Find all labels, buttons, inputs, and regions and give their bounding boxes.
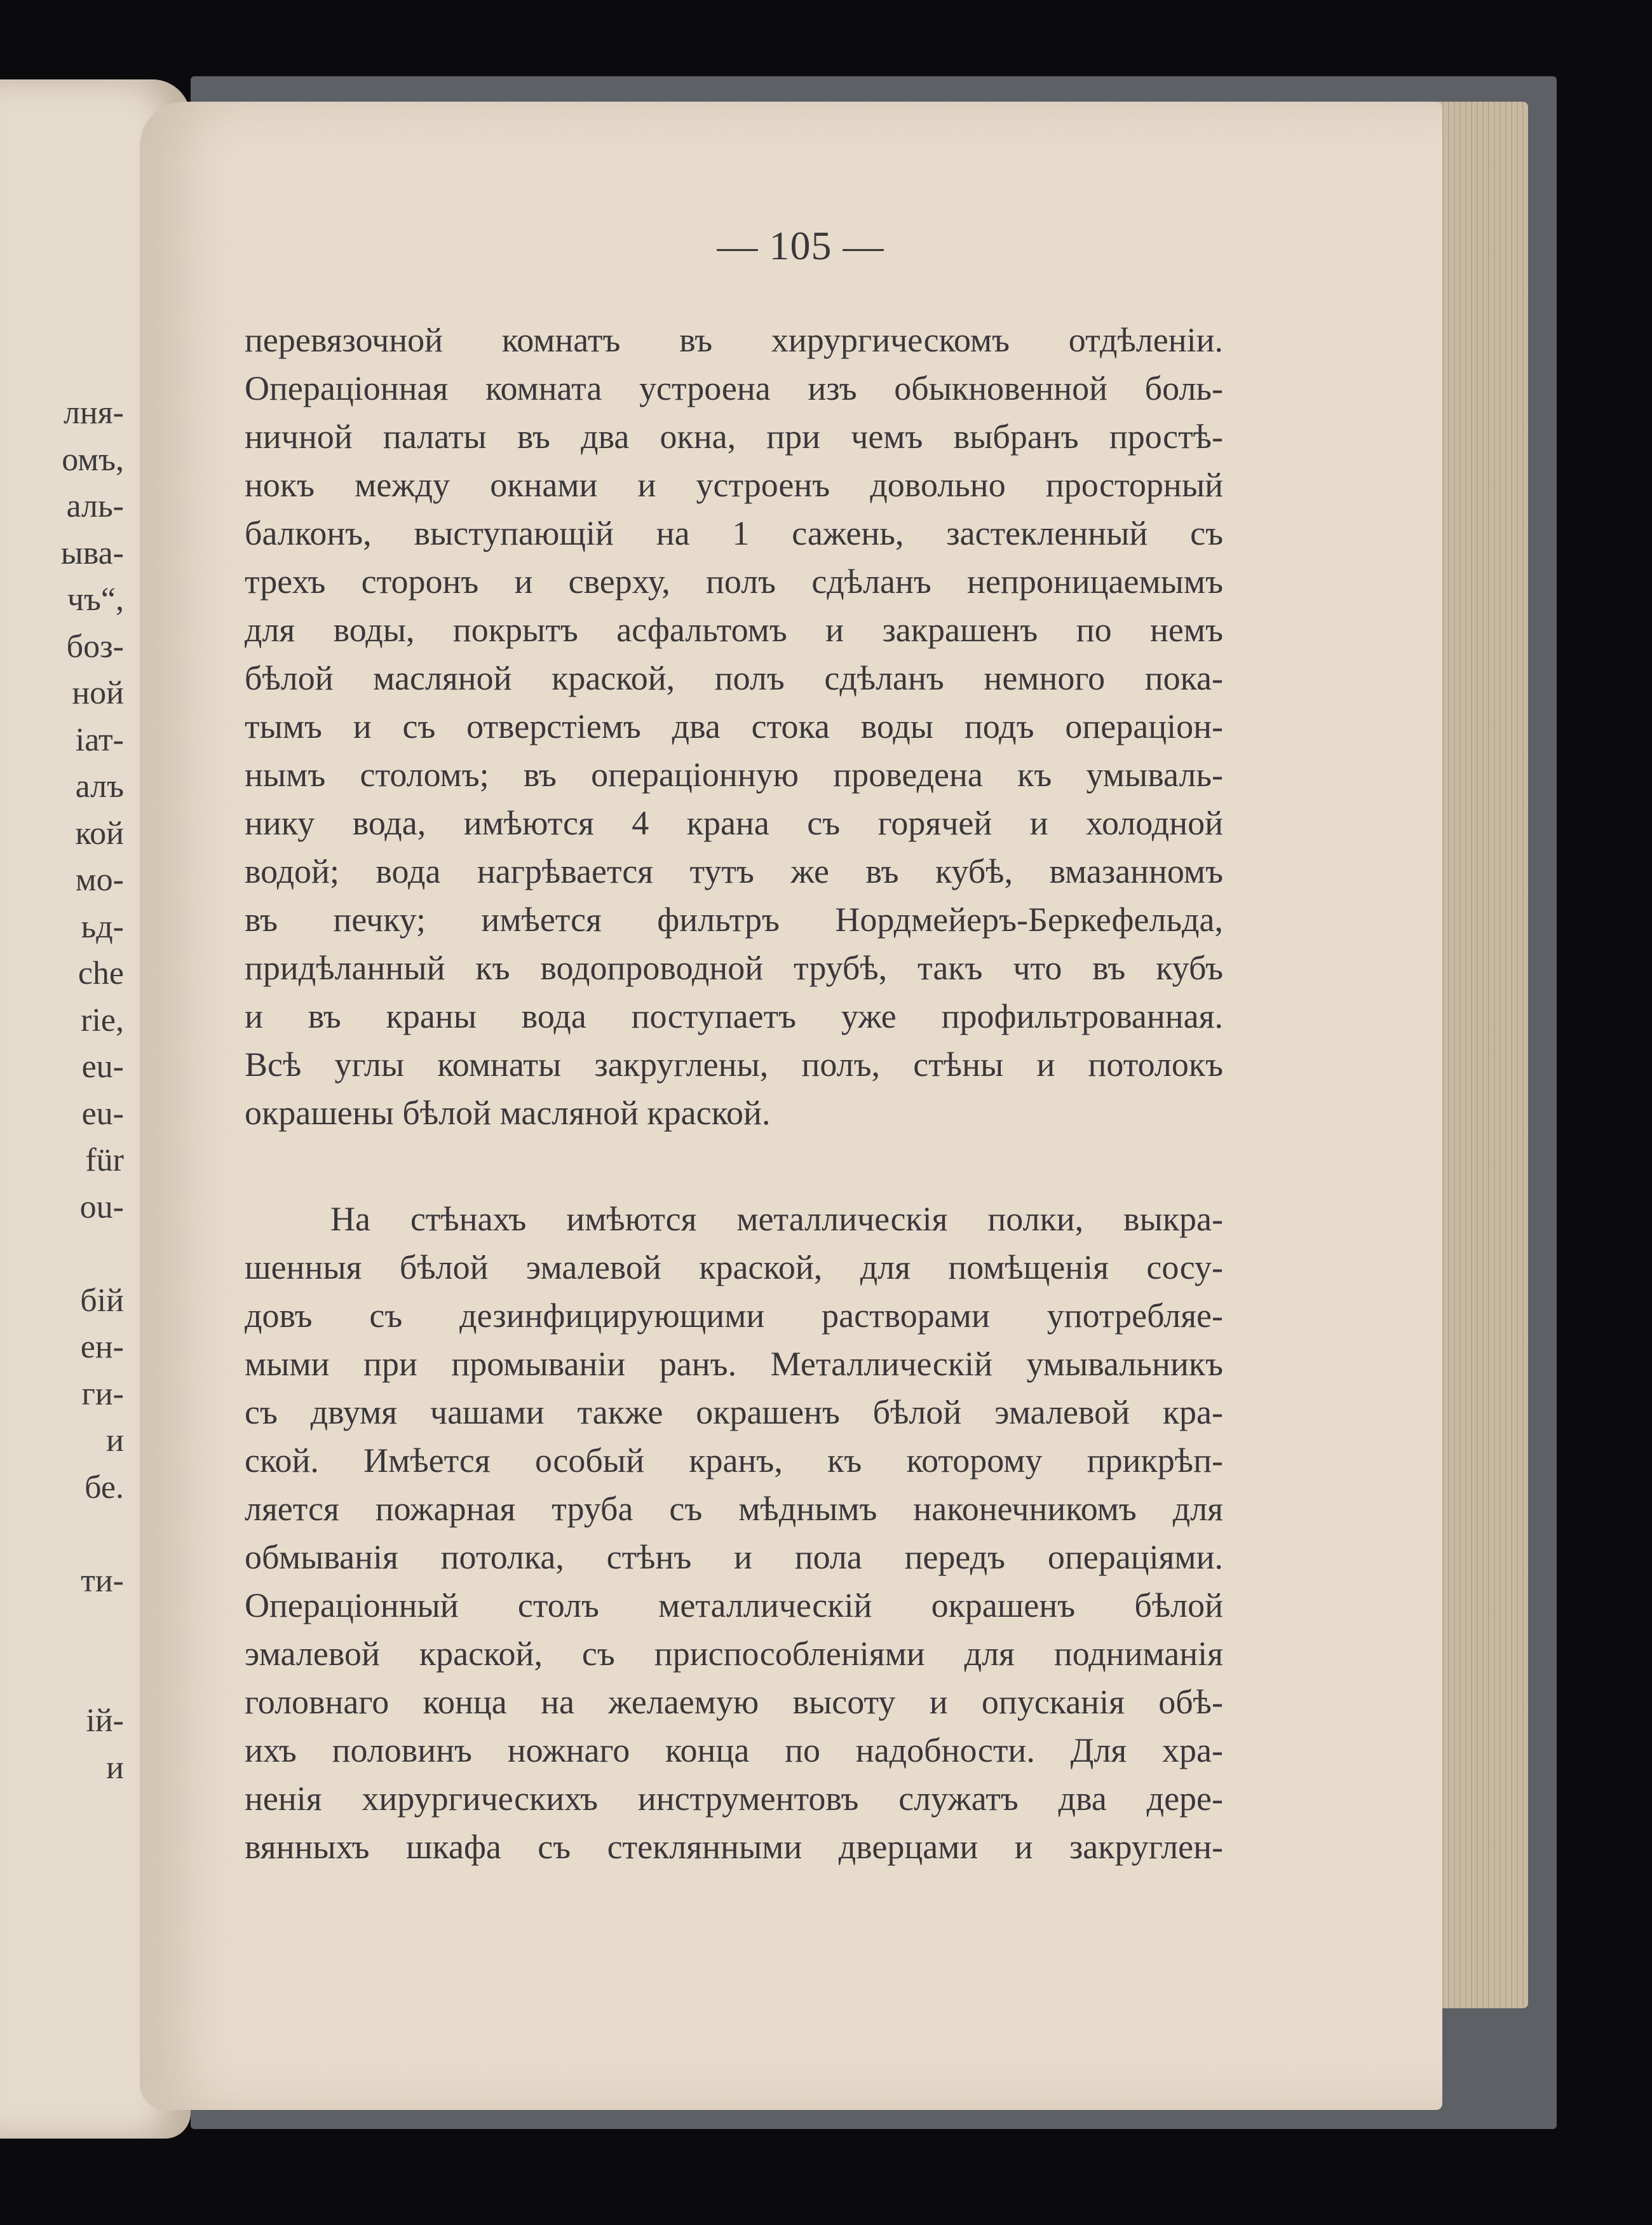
left-page-fragment: che (78, 955, 124, 991)
text-line: мыми при промываніи ранъ. Металлическій умывальникъ (245, 1345, 1223, 1383)
text-line: ской. Имѣется особый кранъ, къ которому прикрѣп- (245, 1441, 1223, 1480)
text-line: для воды, покрытъ асфальтомъ и закрашенъ по немъ (245, 611, 1223, 649)
text-line: ненія хирургическихъ инструментовъ служатъ два дере- (245, 1779, 1223, 1818)
left-page-fragment: бій (80, 1282, 124, 1319)
text-line: окрашены бѣлой масляной краской. (245, 1094, 771, 1132)
left-page-fragment: ьд- (81, 908, 124, 945)
text-line: нымъ столомъ; въ операціонную проведена къ умываль- (245, 756, 1223, 794)
left-page-fragment: ной (72, 675, 124, 711)
left-page-fragment: für (85, 1142, 124, 1178)
text-line: Операціонная комната устроена изъ обыкновенной боль- (245, 369, 1223, 407)
left-page-fragment: ыва- (60, 534, 124, 571)
text-line: обмыванія потолка, стѣнъ и пола передъ операціями. (245, 1538, 1223, 1576)
left-page-fragment: ен- (80, 1329, 124, 1365)
text-line: головнаго конца на желаемую высоту и опусканія обѣ- (245, 1683, 1223, 1721)
text-line: водой; вода нагрѣвается тутъ же въ кубѣ, вмазанномъ (245, 852, 1223, 890)
text-line: бѣлой масляной краской, полъ сдѣланъ немного пока- (245, 659, 1223, 697)
left-page-fragment: кой (75, 815, 124, 852)
text-line: съ двумя чашами также окрашенъ бѣлой эмалевой кра- (245, 1393, 1223, 1431)
text-line: придѣланный къ водопроводной трубѣ, такъ что въ кубъ (245, 949, 1223, 987)
text-line: Операціонный столъ металлическій окрашенъ бѣлой (245, 1586, 1223, 1624)
left-page-fragment: и (106, 1749, 124, 1786)
page-number: — 105 — (717, 223, 884, 268)
left-page-fragment: ги- (81, 1375, 124, 1412)
left-page-fragment: ou- (79, 1188, 124, 1225)
text-line: ляется пожарная труба съ мѣднымъ наконечникомъ для (245, 1490, 1223, 1528)
page-edges (1433, 102, 1528, 2008)
text-line: въ печку; имѣется фильтръ Нордмейеръ-Беркефельда, (245, 901, 1223, 939)
text-line: перевязочной комнатъ въ хирургическомъ отдѣленіи. (245, 321, 1223, 359)
text-line: и въ краны вода поступаетъ уже профильтрованная. (245, 997, 1223, 1035)
text-line: трехъ сторонъ и сверху, полъ сдѣланъ непроницаемымъ (245, 562, 1223, 601)
left-page-fragment: алъ (75, 768, 124, 805)
paragraph-2 (245, 1195, 1223, 1871)
text-line: тымъ и съ отверстіемъ два стока воды подъ операціон- (245, 707, 1223, 745)
text-line: шенныя бѣлой эмалевой краской, для помѣщенія сосу- (245, 1248, 1223, 1286)
text-line: вянныхъ шкафа съ стеклянными дверцами и закруглен- (245, 1828, 1223, 1866)
left-page-fragment: омъ, (62, 441, 124, 478)
text-line: нику вода, имѣются 4 крана съ горячей и холодной (245, 804, 1223, 842)
left-page-fragment: іат- (75, 721, 124, 758)
left-page-fragment: аль- (66, 488, 124, 524)
left-page-fragment: боз- (66, 628, 124, 665)
left-page-fragment: ти- (81, 1562, 124, 1599)
left-page-fragment: eu- (81, 1049, 124, 1085)
text-line: эмалевой краской, съ приспособленіями для подниманія (245, 1635, 1223, 1673)
left-page-fragment: rie, (81, 1002, 124, 1038)
left-page-fragment: и (106, 1422, 124, 1459)
text-line: ихъ половинъ ножнаго конца по надобности. Для хра- (245, 1731, 1223, 1769)
text-line: довъ съ дезинфицирующими растворами употребляе- (245, 1296, 1223, 1335)
left-page-fragment: eu- (81, 1095, 124, 1132)
left-page-fragment: бе. (85, 1469, 124, 1506)
text-line: ничной палаты въ два окна, при чемъ выбранъ простѣ- (245, 418, 1223, 456)
left-page-fragment: лня- (63, 395, 124, 431)
text-line: На стѣнахъ имѣются металлическія полки, выкра- (330, 1200, 1223, 1238)
left-page-fragment: чъ“, (67, 582, 124, 618)
text-line: нокъ между окнами и устроенъ довольно просторный (245, 466, 1223, 504)
left-page-fragment: ій- (86, 1703, 124, 1739)
text-line: Всѣ углы комнаты закруглены, полъ, стѣны и потолокъ (245, 1045, 1223, 1084)
text-line: балконъ, выступающій на 1 сажень, застекленный съ (245, 514, 1223, 552)
paragraph-1 (245, 316, 1223, 1137)
left-page-fragment: мо- (75, 862, 124, 898)
